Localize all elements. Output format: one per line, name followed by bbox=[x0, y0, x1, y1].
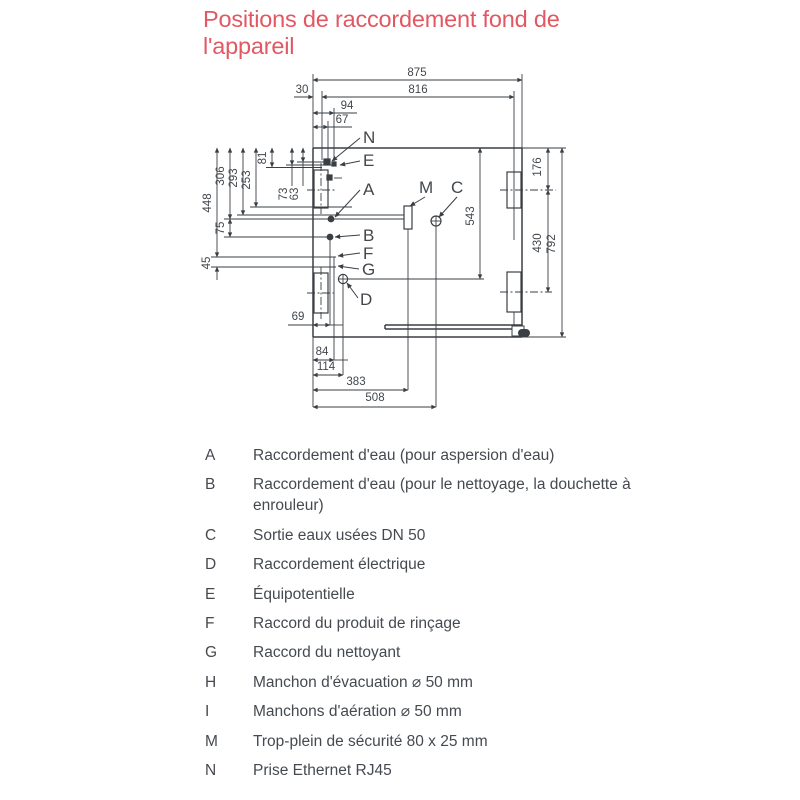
dim-383-label: 383 bbox=[346, 376, 366, 388]
equipotential-point bbox=[332, 162, 336, 166]
legend-key: C bbox=[205, 526, 217, 544]
extension-lines bbox=[211, 74, 566, 407]
legend-row-d bbox=[205, 555, 685, 576]
legend-key: N bbox=[205, 762, 217, 780]
legend-label: Manchons d'aération ⌀ 50 mm bbox=[253, 703, 462, 721]
dim-67-label: 67 bbox=[335, 114, 349, 126]
point-label-N: N bbox=[363, 128, 376, 147]
legend-key: M bbox=[205, 732, 218, 750]
dim-75-label: 75 bbox=[215, 221, 227, 235]
overflow-slot bbox=[404, 206, 412, 229]
legend-row-n bbox=[205, 761, 685, 782]
legend-row-a bbox=[205, 446, 685, 467]
legend-row-c bbox=[205, 526, 685, 547]
dim-875-label: 875 bbox=[407, 67, 427, 79]
small-connector bbox=[327, 175, 332, 180]
dim-84-label: 84 bbox=[315, 346, 329, 358]
dim-816-label: 816 bbox=[408, 84, 428, 96]
dim-293-label: 293 bbox=[228, 168, 240, 188]
legend-key: D bbox=[205, 556, 217, 574]
point-label-A: A bbox=[363, 180, 375, 199]
point-label-C: C bbox=[451, 178, 464, 197]
dim-430-label: 430 bbox=[532, 233, 544, 253]
legend-label: Trop-plein de sécurité 80 x 25 mm bbox=[253, 732, 488, 750]
legend-label: Équipotentielle bbox=[253, 585, 355, 603]
legend-key: B bbox=[205, 476, 216, 494]
point-label-M: M bbox=[419, 178, 434, 197]
ethernet-port bbox=[324, 159, 330, 165]
dim-306-label: 306 bbox=[215, 166, 227, 186]
legend-row-h bbox=[205, 673, 685, 694]
dim-176-label: 176 bbox=[532, 157, 544, 177]
legend-key: G bbox=[205, 644, 218, 662]
water-connection-a bbox=[328, 216, 335, 223]
point-label-B: B bbox=[363, 226, 375, 245]
legend-key: I bbox=[205, 703, 210, 721]
legend-label: Raccord du produit de rinçage bbox=[253, 615, 461, 633]
legend-key: H bbox=[205, 673, 217, 691]
dim-508-label: 508 bbox=[365, 392, 385, 404]
dim-94-label: 94 bbox=[340, 100, 354, 112]
legend-row-f bbox=[205, 614, 685, 635]
dim-81-label: 81 bbox=[257, 151, 269, 165]
dim-30-label: 30 bbox=[295, 84, 309, 96]
point-label-E: E bbox=[363, 151, 375, 170]
dim-253-label: 253 bbox=[241, 170, 253, 190]
dim-448-label: 448 bbox=[202, 193, 214, 213]
dim-114-label: 114 bbox=[316, 361, 336, 373]
dim-73-label: 73 bbox=[278, 187, 290, 201]
legend-row-m bbox=[205, 732, 685, 753]
legend-row-g bbox=[205, 643, 685, 664]
dimension-labels bbox=[201, 67, 558, 404]
legend-label: Raccordement d'eau (pour le nettoyage, la douchette à enrouleur) bbox=[253, 476, 631, 515]
dim-792-label: 792 bbox=[546, 234, 558, 254]
dim-69-label: 69 bbox=[291, 311, 305, 323]
legend-label: Prise Ethernet RJ45 bbox=[253, 762, 392, 780]
legend-row-i bbox=[205, 702, 685, 723]
appliance-outline bbox=[313, 148, 522, 337]
legend-key: F bbox=[205, 615, 215, 633]
point-label-D: D bbox=[360, 290, 373, 309]
water-connection-b bbox=[327, 234, 334, 241]
kick-plate-cap bbox=[518, 329, 530, 337]
page-title: Positions de raccordement fond de l'appareil bbox=[203, 6, 560, 60]
point-label-G: G bbox=[362, 260, 376, 279]
legend-label: Raccord du nettoyant bbox=[253, 644, 401, 662]
legend bbox=[205, 446, 685, 791]
dim-543-label: 543 bbox=[465, 206, 477, 226]
dim-45-label: 45 bbox=[201, 256, 213, 270]
legend-key: A bbox=[205, 447, 216, 464]
point-label-F: F bbox=[363, 244, 374, 263]
legend-label: Sortie eaux usées DN 50 bbox=[253, 526, 426, 544]
dim-63-label: 63 bbox=[289, 187, 301, 201]
legend-row-b bbox=[205, 475, 685, 517]
legend-row-e bbox=[205, 585, 685, 606]
legend-key: E bbox=[205, 585, 216, 603]
dimension-lines bbox=[217, 80, 562, 407]
legend-label: Raccordement d'eau (pour aspersion d'eau) bbox=[253, 447, 555, 464]
legend-label: Raccordement électrique bbox=[253, 556, 426, 574]
legend-label: Manchon d'évacuation ⌀ 50 mm bbox=[253, 673, 473, 691]
